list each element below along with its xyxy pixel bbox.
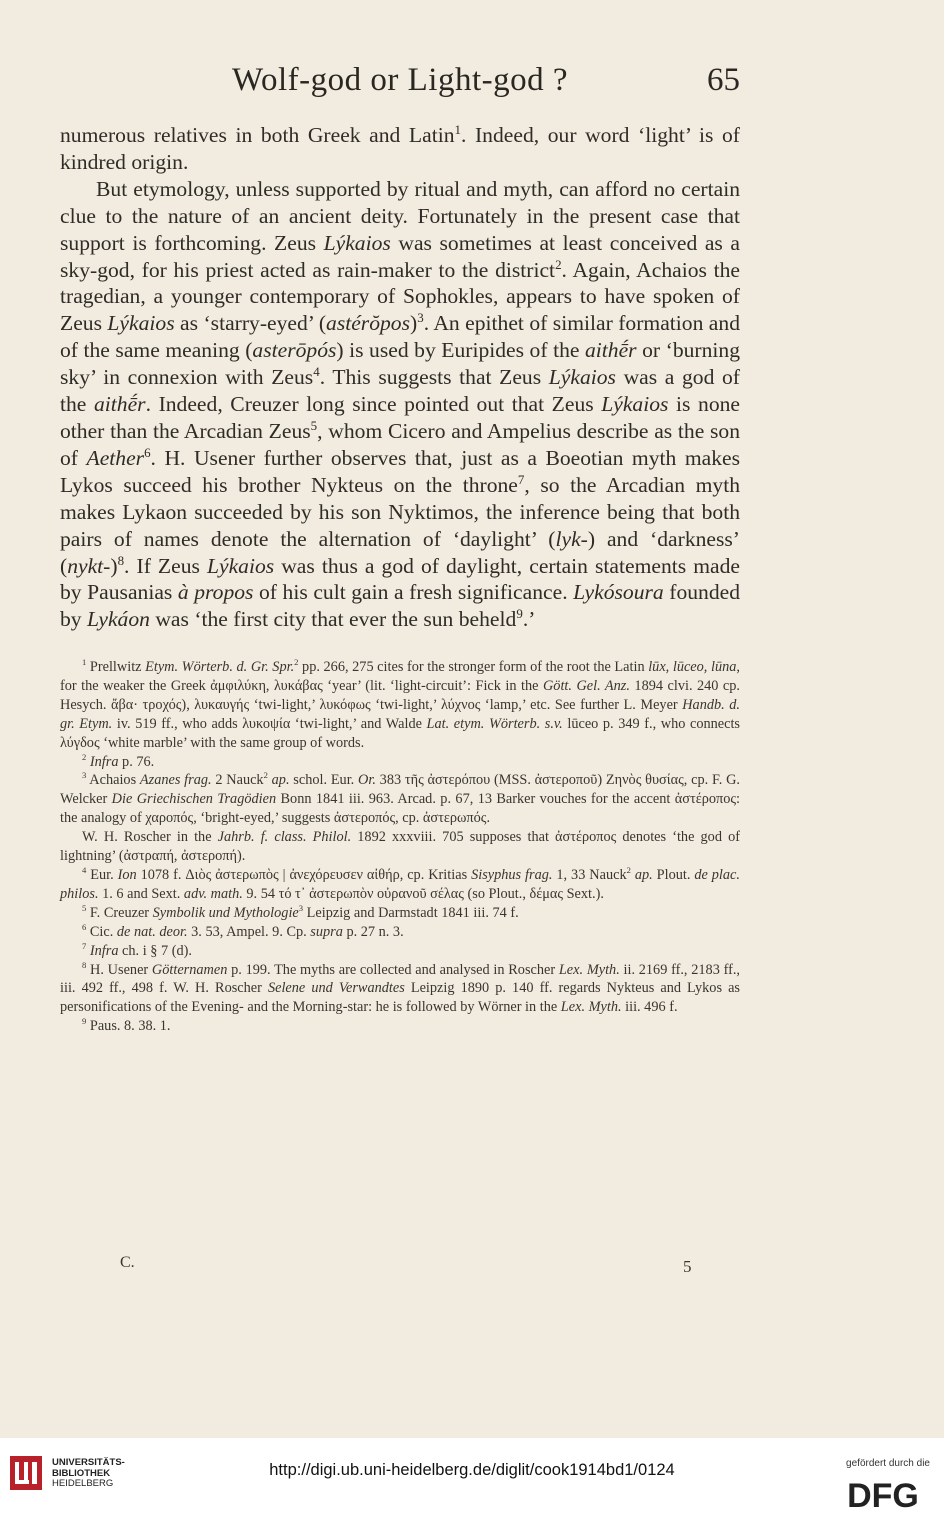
sheet-number: 5	[683, 1257, 692, 1276]
footnote-ref[interactable]: 5	[310, 417, 318, 433]
footnote-8: $^8$ H. Usener Götternamen p. 199. The myths are collected and analysed in Roscher Lex. Myth. ii. 2169 ff., 2183 ff., iii. 492 ff., 498 f. W. H. Roscher Selene und Verwandtes Leipzig 1890 p. 140 ff. regards Nykteus and Lykos as personifications of the Evening- and the Morning-star: he is followed by Wörner in the Lex. Myth. iii. 496 f.	[60, 959, 740, 1016]
footnote-ref[interactable]: 6	[144, 444, 151, 460]
footnote-9: $^9$ Paus. 8. 38. 1.	[82, 1016, 171, 1035]
page-number: 65	[707, 62, 740, 98]
footnote-3: $^3$ Achaios Azanes frag. 2 Nauck$^2$ ap. schol. Eur. Or. 383 τῆς ἀστερόπου (MSS. ἀστεροποῦ) Ζηνὸς θυσίας, cp. F. G. Welcker Die Griechischen Tragödien Bonn 1841 iii. 963. Arcad. p. 67, 13 Barker vouches for the accent ἀστέροπος: the analogy of χαροπός, ‘bright-eyed,’ suggests ἀστεροπός, cp. ἀστερωπός.	[60, 770, 740, 827]
viewer-footer	[0, 1438, 944, 1526]
running-title: Wolf-god or Light-god ?	[231, 62, 569, 98]
footnote-5: $^5$ F. Creuzer Symbolik und Mythologie$^3$ Leipzig and Darmstadt 1841 iii. 74 f.	[82, 903, 519, 921]
paragraph-2: But etymology, unless supported by ritual and myth, can afford no certain clue to the nature of an ancient deity. Fortunately in the present case that support is forthcoming. Zeus Lýkaios was sometimes at least conceived as a sky-god, for his priest acted as rain-maker to the district$^2$. Again, Achaios the tragedian, a younger contemporary of Sophokles, appears to have spoken of Zeus Lýkaios as ‘starry-eyed’ (astérŏpos)$^3$. An epithet of similar formation and of the same meaning (asterōpós) is used by Euripides of the aithḗr or ‘burning sky’ in connexion with Zeus$^4$. This suggests that Zeus Lýkaios was a god of the aithḗr. Indeed, Creuzer long since pointed out that Zeus Lýkaios is none other than the Arcadian Zeus$^5$, whom Cicero and Ampelius describe as the son of Aether$^6$. H. Usener further observes that, just as a Boeotian myth makes Lykos succeed his brother Nykteus on the throne$^7$, so the Arcadian myth makes Lykaon succeeded by his son Nyktimos, the inference being that both pairs of names denote the alternation of ‘daylight’ (lyk-) and ‘darkness’ (nykt-)$^8$. If Zeus Lýkaios was thus a god of daylight, certain statements made by Pausanias à propos of his cult gain a fresh significance. Lykósoura founded by Lykáon was ‘the first city that ever the sun beheld$^9$.’	[60, 176, 741, 632]
footnote-2: $^2$ Infra p. 76.	[82, 751, 155, 770]
signature-mark: C.	[120, 1254, 135, 1271]
footnote-4: $^4$ Eur. Ion 1078 f. Διὸς ἀστερωπὸς | ἀνεχόρευσεν αἰθήρ, cp. Kritias Sisyphus frag. 1, 33 Nauck$^2$ ap. Plout. de plac. philos. 1. 6 and Sext. adv. math. 9. 54 τό τ᾽ ἀστερωπὸν οὐρανοῦ σέλας (so Plout., δέμας Sext.).	[60, 865, 740, 902]
permalink-url[interactable]: http://digi.ub.uni-heidelberg.de/diglit/cook1914bd1/0124	[269, 1461, 675, 1479]
dfg-logo-text: DFG	[847, 1477, 919, 1512]
dfg-logo-icon[interactable]	[836, 1476, 930, 1512]
footnote-7: $^7$ Infra ch. i § 7 (d).	[82, 940, 192, 959]
footnote-ref[interactable]: 9	[516, 606, 523, 622]
footnote-ref[interactable]: 1	[454, 121, 461, 137]
footnote-ref[interactable]: 2	[555, 256, 562, 272]
paragraph-1: numerous relatives in both Greek and Latin$^1$. Indeed, our word ‘light’ is of kindred origin.	[60, 121, 740, 174]
footnote-ref[interactable]: 4	[313, 363, 320, 379]
footnotes	[60, 658, 740, 1036]
footnote-ref[interactable]: 8	[117, 552, 125, 568]
footnote-1: $^1$ Prellwitz Etym. Wörterb. d. Gr. Spr.$^2$ pp. 266, 275 cites for the stronger form of the root the Latin lūx, lūceo, lūna, for the weaker the Greek ἀμφιλύκη, λυκάβας ‘year’ (lit. ‘light-circuit’: Fick in the Gött. Gel. Anz. 1894 clvi. 240 cp. Hesych. ἄβα· τροχός), λυκαυγής ‘twi-light,’ λυκόφως ‘twi-light,’ λύχνος ‘lamp,’ etc. See further L. Meyer Handb. d. gr. Etym. iv. 519 ff., who adds λυκοψία ‘twi-light,’ and Walde Lat. etym. Wörterb. s.v. lūceo p. 349 f., who connects λύγδος ‘white marble’ with the same group of words.	[60, 657, 741, 751]
footnote-ref[interactable]: 7	[517, 471, 525, 487]
funded-by-label: gefördert durch die	[846, 1458, 930, 1469]
running-header	[60, 62, 740, 112]
footnote-6: $^6$ Cic. de nat. deor. 3. 53, Ampel. 9. Cp. supra p. 27 n. 3.	[82, 921, 404, 940]
body-text	[60, 122, 740, 633]
footnote-3-continued: W. H. Roscher in the Jahrb. f. class. Philol. 1892 xxxviii. 705 supposes that ἀστέροπος denotes ‘the god of lightning’ (ἀστραπή, ἀστεροπή).	[60, 829, 741, 865]
footnote-ref[interactable]: 3	[417, 310, 424, 326]
university-library-name: UNIVERSITÄTS- BIBLIOTHEK HEIDELBERG	[52, 1457, 125, 1489]
